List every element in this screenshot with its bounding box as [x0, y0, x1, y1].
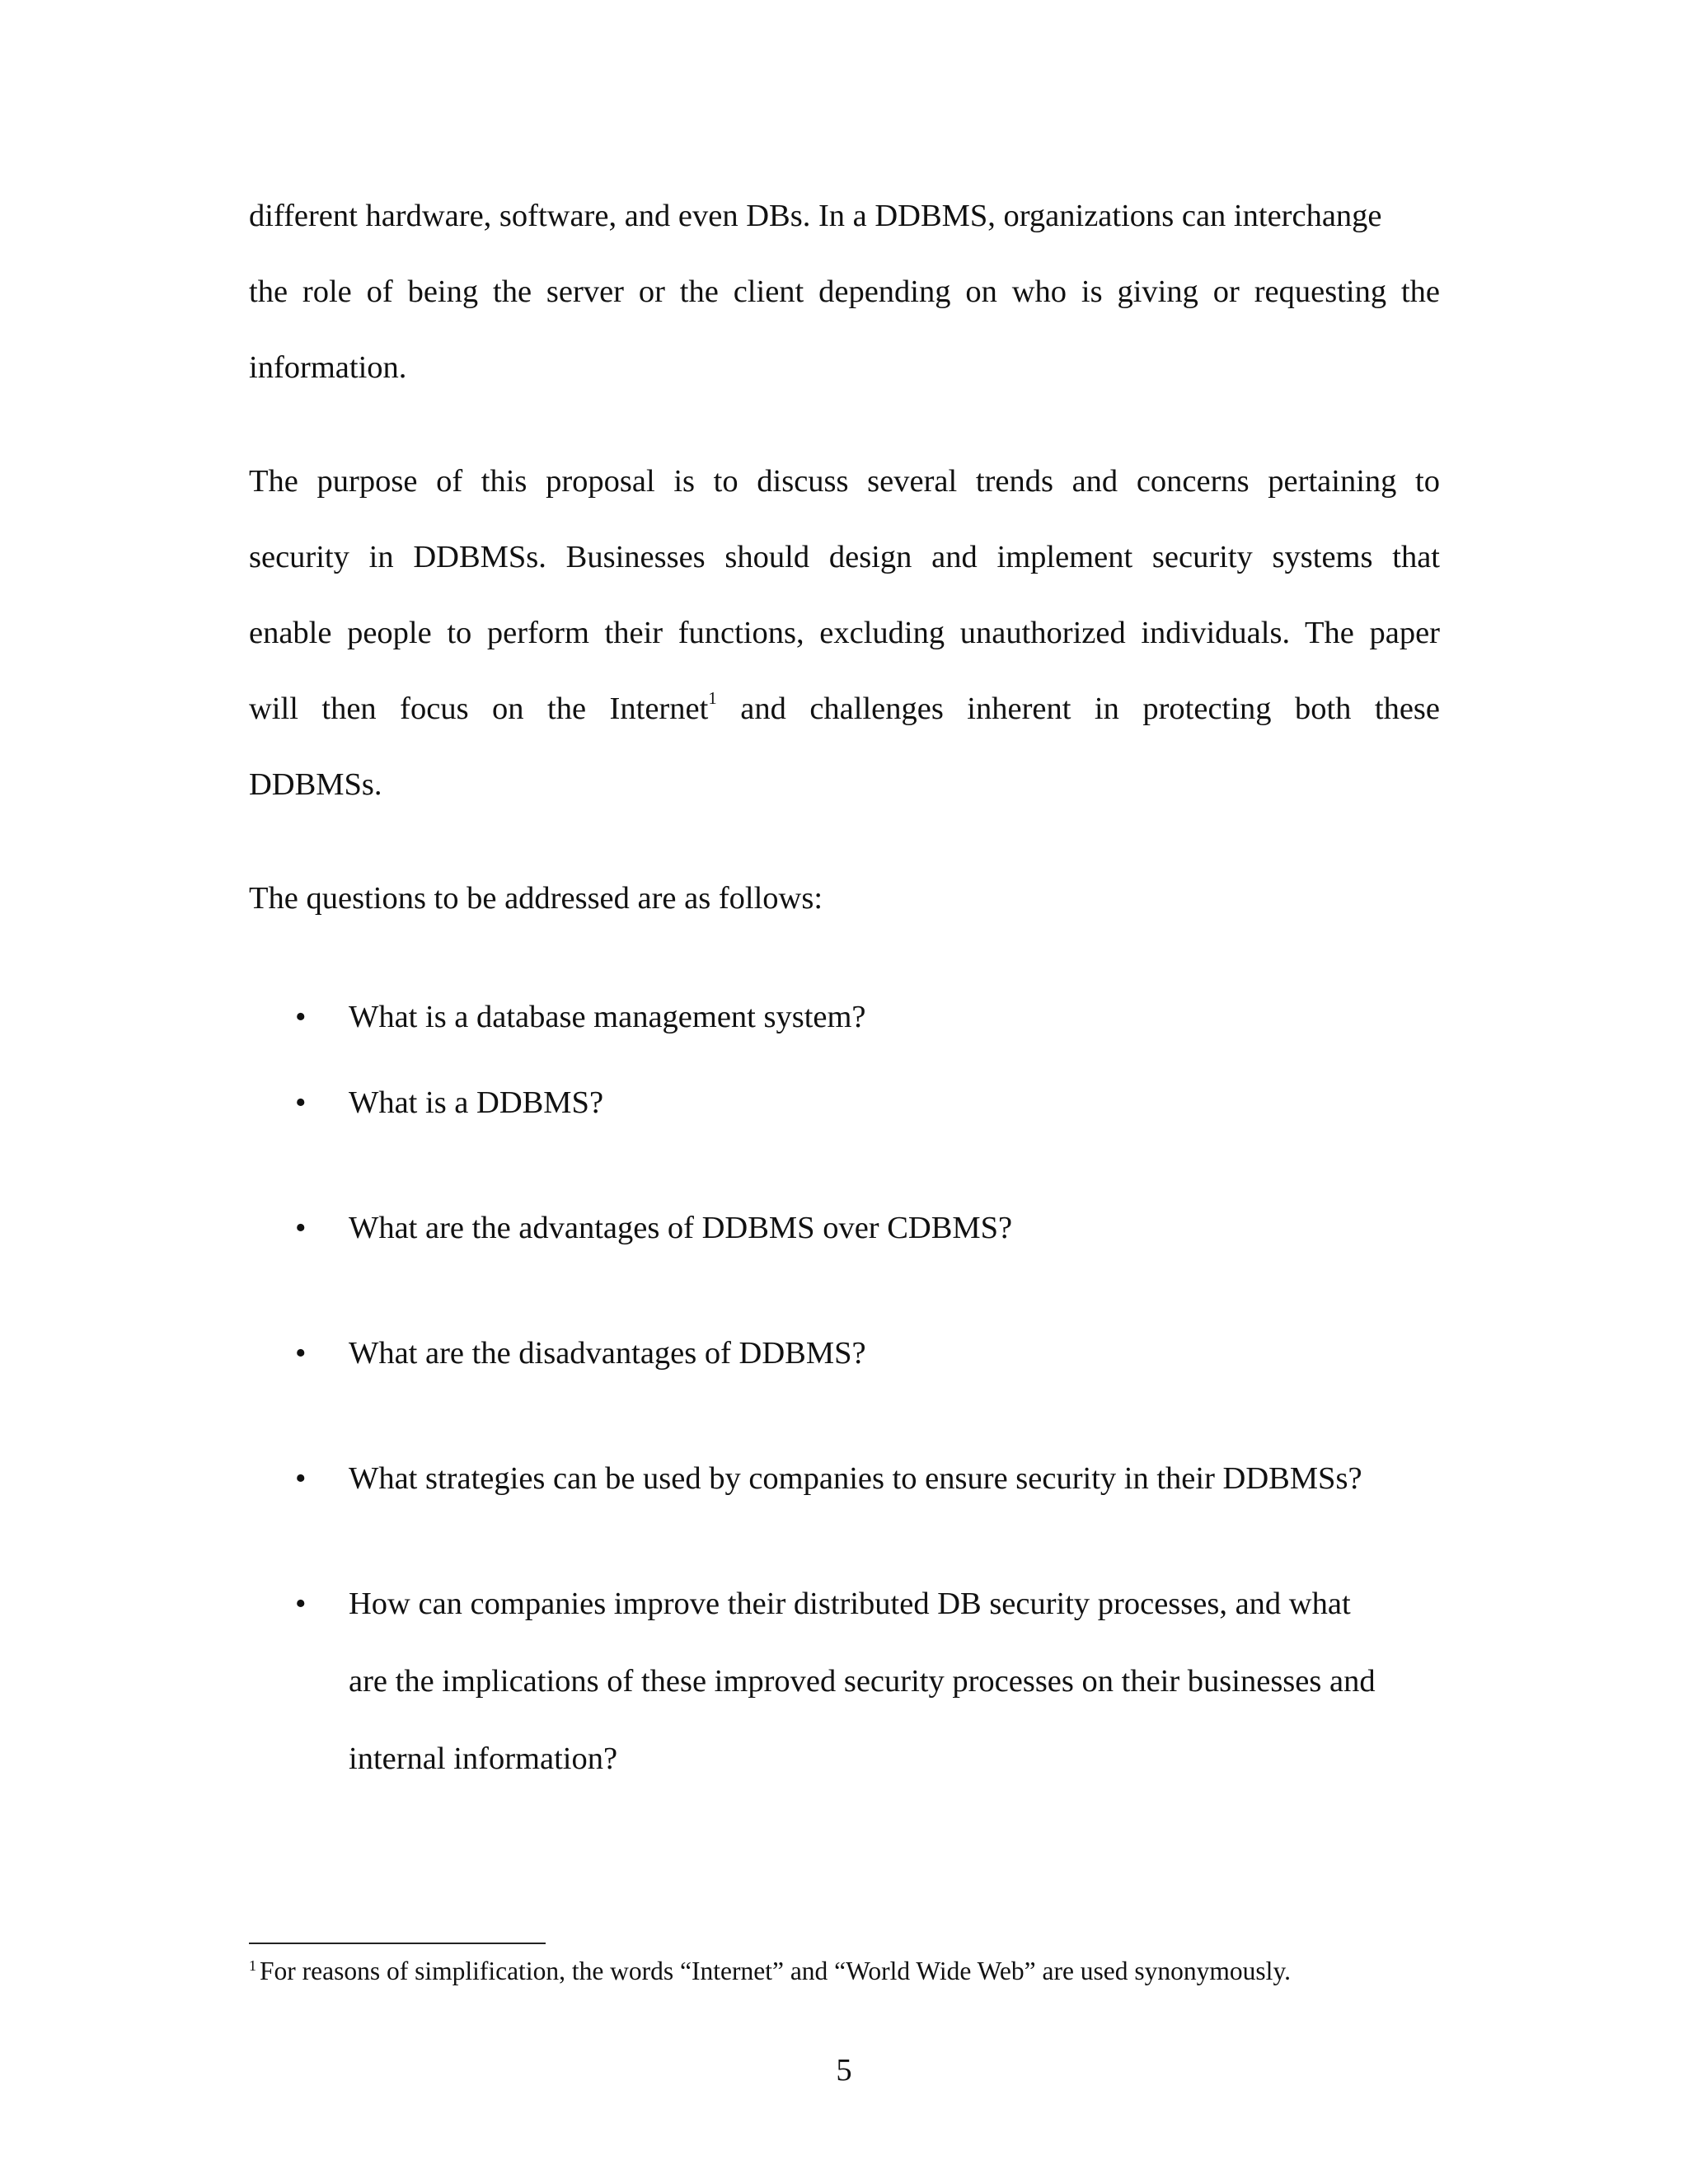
list-item-text: What is a DDBMS?	[349, 1085, 604, 1120]
paragraph-line: different hardware, software, and even DBs. In a DDBMS, organizations can interchange	[249, 199, 1382, 233]
footnote-reference: 1	[708, 688, 717, 709]
bullet-icon: •	[295, 1211, 307, 1245]
text-run: and challenges inherent in protecting both these	[716, 691, 1440, 726]
bullet-icon: •	[295, 1085, 307, 1120]
page-number: 5	[836, 2053, 852, 2088]
paragraph-line: the role of being the server or the client depending on who is giving or requesting the	[249, 274, 1440, 309]
footnote-separator	[249, 1943, 546, 1944]
text-run: will then focus on the Internet	[249, 691, 709, 726]
footnote-marker: 1	[249, 1957, 256, 1974]
paragraph-line: security in DDBMSs. Businesses should design and implement security systems that	[249, 540, 1440, 574]
paragraph-line: The purpose of this proposal is to discuss several trends and concerns pertaining to	[249, 464, 1440, 499]
footnote	[249, 1955, 1291, 1988]
paragraph-line-with-footnote	[249, 689, 1440, 729]
footnote-text: For reasons of simplification, the words “Internet” and “World Wide Web” are used synonymously.	[260, 1957, 1292, 1985]
bullet-icon: •	[295, 1336, 307, 1371]
list-item-text: are the implications of these improved security processes on their businesses and	[349, 1664, 1376, 1699]
paragraph-line: information.	[249, 350, 407, 385]
list-item-text: What strategies can be used by companies to ensure security in their DDBMSs?	[349, 1461, 1362, 1496]
questions-intro: The questions to be addressed are as follows:	[249, 881, 823, 916]
paragraph-line: DDBMSs.	[249, 767, 382, 802]
list-item-text: internal information?	[349, 1741, 618, 1776]
bullet-icon: •	[295, 1586, 307, 1621]
list-item-text: What are the advantages of DDBMS over CDBMS?	[349, 1211, 1013, 1245]
list-item-text: What is a database management system?	[349, 1000, 866, 1034]
list-item-text: What are the disadvantages of DDBMS?	[349, 1336, 866, 1371]
bullet-icon: •	[295, 1461, 307, 1496]
bullet-icon: •	[295, 1000, 307, 1034]
paragraph-line: enable people to perform their functions, excluding unauthorized individuals. The paper	[249, 616, 1440, 650]
list-item-text: How can companies improve their distributed DB security processes, and what	[349, 1586, 1351, 1621]
